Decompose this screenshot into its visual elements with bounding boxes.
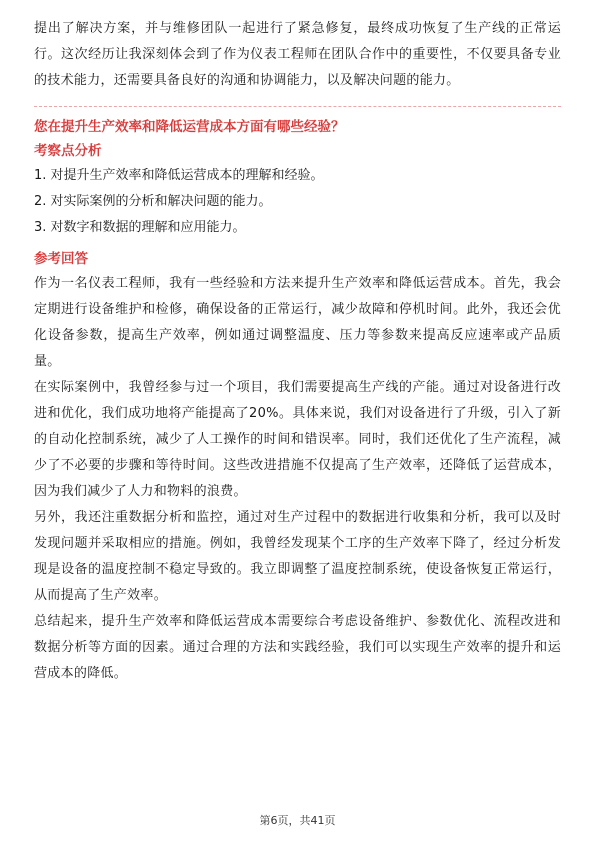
analysis-points xyxy=(34,163,561,241)
section-divider xyxy=(34,106,561,107)
answer-paragraph: 另外，我还注重数据分析和监控，通过对生产过程中的数据进行收集和分析，我可以及时发现问题并采取相应的措施。例如，我曾经发现某个工序的生产效率下降了，经过分析发现是设备的温度控制不稳定导致的。我立即调整了温度控制系统，使设备恢复正常运行，从而提高了生产效率。 xyxy=(34,510,561,603)
answer-paragraph: 总结起来，提升生产效率和降低运营成本需要综合考虑设备维护、参数优化、流程改进和数据分析等方面的因素。通过合理的方法和实践经验，我们可以实现生产效率的提升和运营成本的降低。 xyxy=(34,614,561,681)
page-footer: 第6页，共41页 xyxy=(259,814,336,827)
answer-paragraph: 在实际案例中，我曾经参与过一个项目，我们需要提高生产线的产能。通过对设备进行改进和优化，我们成功地将产能提高了20%。具体来说，我们对设备进行了升级，引入了新的自动化控制系统，减少了人工操作的时间和错误率。同时，我们还优化了生产流程，减少了不必要的步骤和等待时间。这些改进措施不仅提高了生产效率，还降低了运营成本，因为我们减少了人力和物料的浪费。 xyxy=(34,380,561,499)
answer-body xyxy=(34,271,561,687)
analysis-title: 考察点分析 xyxy=(34,143,102,159)
intro-paragraph: 提出了解决方案，并与维修团队一起进行了紧急修复，最终成功恢复了生产线的正常运行。这次经历让我深刻体会到了作为仪表工程师在团队合作中的重要性，不仅要具备专业的技术能力，还需要具备良好的沟通和协调能力，以及解决问题的能力。 xyxy=(34,21,561,88)
analysis-point: 3. 对数字和数据的理解和应用能力。 xyxy=(34,220,246,235)
analysis-point: 1. 对提升生产效率和降低运营成本的理解和经验。 xyxy=(34,168,324,183)
answer-title: 参考回答 xyxy=(34,251,88,267)
question-heading: 您在提升生产效率和降低运营成本方面有哪些经验？ xyxy=(34,119,345,135)
answer-paragraph: 作为一名仪表工程师，我有一些经验和方法来提升生产效率和降低运营成本。首先，我会定期进行设备维护和检修，确保设备的正常运行，减少故障和停机时间。此外，我还会优化设备参数，提高生产效率，例如通过调整温度、压力等参数来提高反应速率或产品质量。 xyxy=(34,276,561,369)
analysis-point: 2. 对实际案例的分析和解决问题的能力。 xyxy=(34,194,272,209)
document-page xyxy=(34,16,561,687)
